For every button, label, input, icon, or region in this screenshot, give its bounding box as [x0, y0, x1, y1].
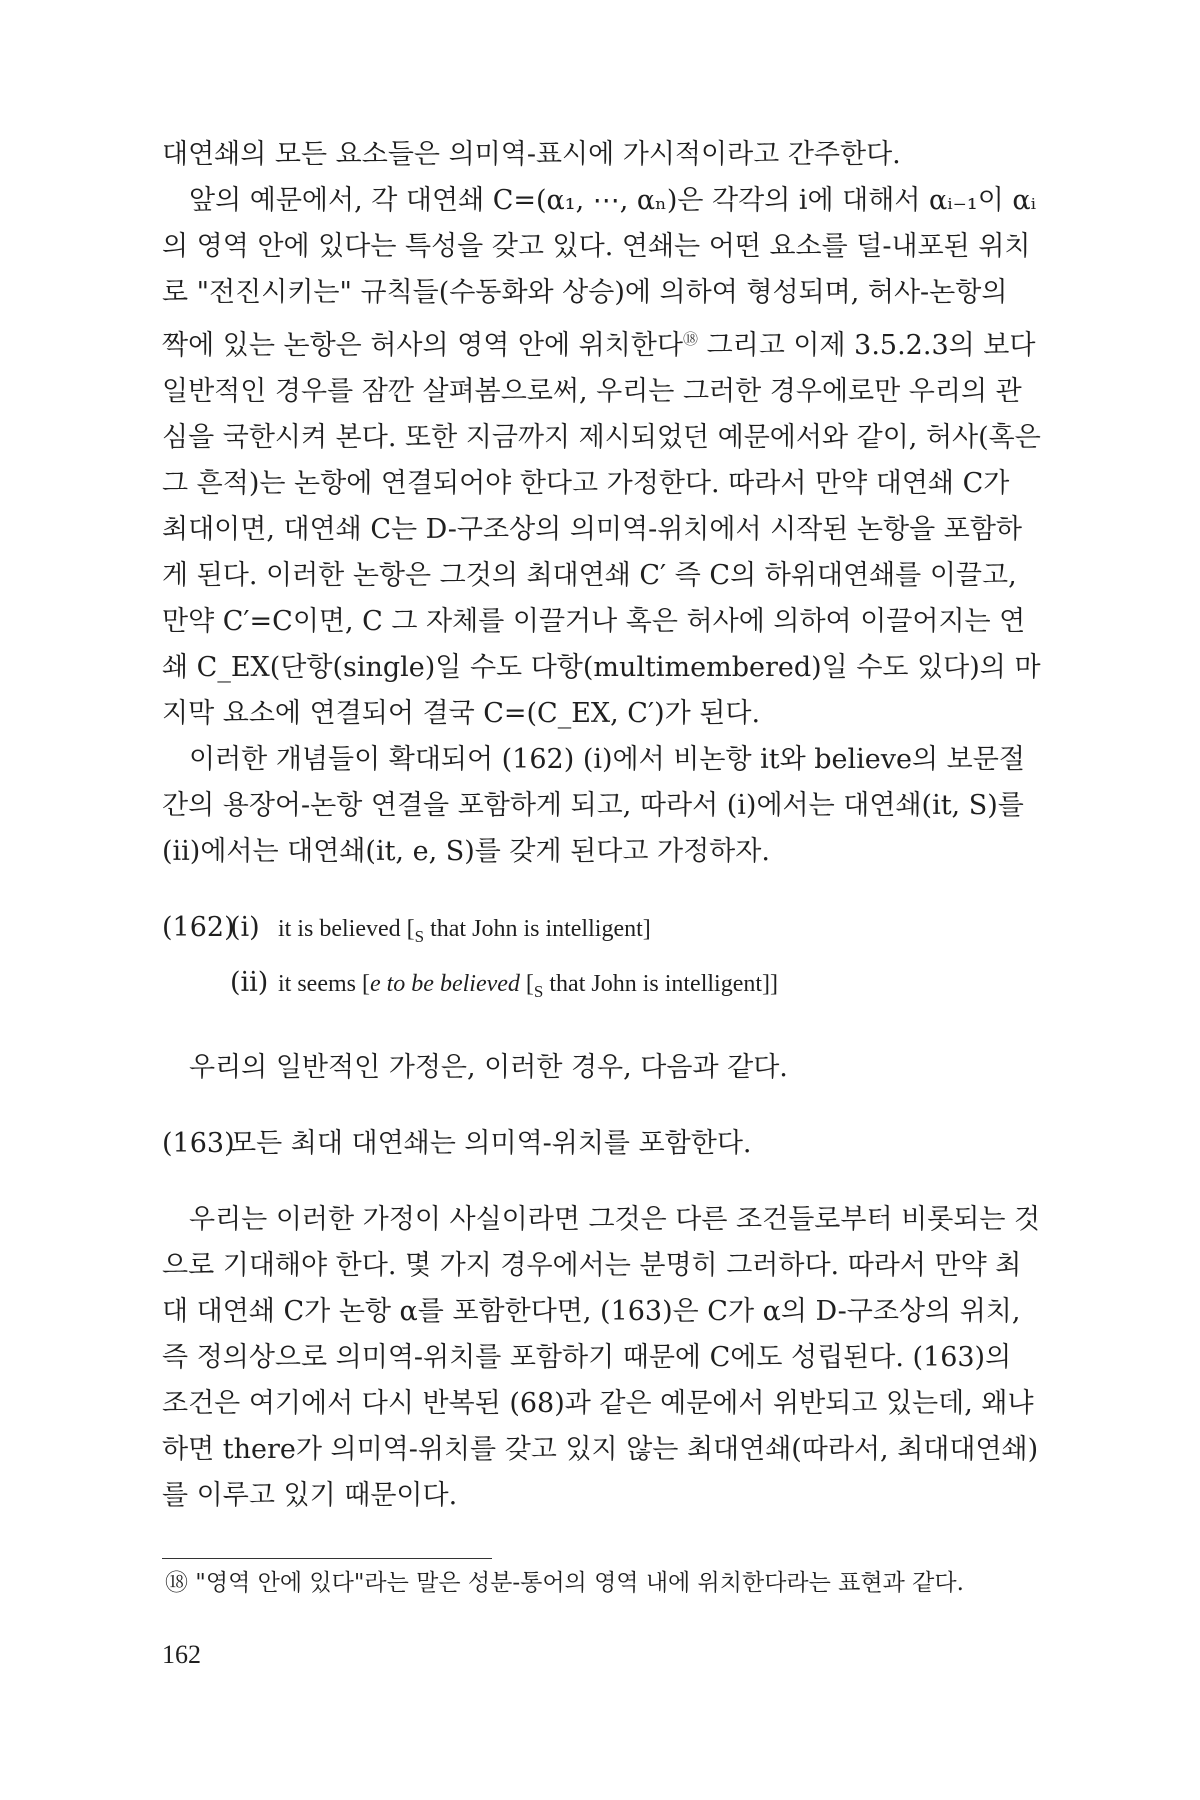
paragraph-3: 이러한 개념들이 확대되어 (162) (i)에서 비논항 it와 believe의 보문절간의 용장어-논항 연결을 포함하게 되고, 따라서 (i)에서는 대연쇄(it, S)를 (ii)에서는 대연쇄(it, e, S)를 갖게 된다고 가정하자. [162, 744, 1025, 867]
example-sub-label: (ii) [230, 966, 269, 998]
example-number: (163) [162, 1127, 235, 1159]
paragraph-1: 대연쇄의 모든 요소들은 의미역-표시에 가시적이라고 간주한다. [162, 139, 901, 170]
page-number: 162 [162, 1640, 201, 1669]
example-text: 모든 최대 대연쇄는 의미역-위치를 포함한다. [230, 1127, 752, 1159]
footnote [165, 1566, 1045, 1600]
example-sentence: it is believed [$_S$ that John is intelligent] [278, 916, 651, 946]
example-sentence: it seems [e to be believed [$_S$ that John is intelligent]] [278, 970, 779, 1001]
example-163 [162, 1121, 1042, 1167]
paragraph-4: 우리의 일반적인 가정은, 이러한 경우, 다음과 같다. [189, 1051, 788, 1083]
example-number: (162) [162, 912, 235, 943]
example-162-ii [162, 960, 1042, 1015]
example-162-i [162, 905, 1042, 960]
body-text [162, 132, 1042, 1519]
footnote-mark: ⑱ [165, 1570, 188, 1596]
paragraph-2: 앞의 예문에서, 각 대연쇄 C=(α₁, ⋯, αₙ)은 각각의 i에 대해서 αᵢ₋₁이 αᵢ의 영역 안에 있다는 특성을 갖고 있다. 연쇄는 어떤 요소를 덜-내포된 위치로 "전진시키는" 규칙들(수동화와 상승)에 의하여 형성되며, 허사-논항의 짝에 있는 논항은 허사의 영역 안에 위치한다⑱ 그리고 이제 3.5.2.3의 보다 일반적인 경우를 잠깐 살펴봄으로써, 우리는 그러한 경우에로만 우리의 관심을 국한시켜 본다. 또한 지금까지 제시되었던 예문에서와 같이, 허사(혹은 그 흔적)는 논항에 연결되어야 한다고 가정한다. 따라서 만약 대연쇄 C가 최대이면, 대연쇄 C는 D-구조상의 의미역-위치에서 시작된 논항을 포함하게 된다. 이러한 논항은 그것의 최대연쇄 C′ 즉 C의 하위대연쇄를 이끌고, 만약 C′=C이면, C 그 자체를 이끌거나 혹은 허사에 의하여 이끌어지는 연쇄 C_EX(단항(single)일 수도 다항(multimembered)일 수도 있다)의 마지막 요소에 연결되어 결국 C=(C_EX, C′)가 된다. [162, 185, 1041, 729]
footnote-divider [162, 1558, 492, 1559]
footnote-ref: ⑱ [682, 330, 698, 348]
footnote-text: "영역 안에 있다"라는 말은 성분-통어의 영역 내에 위치한다라는 표현과 같다. [188, 1570, 964, 1596]
paragraph-5: 우리는 이러한 가정이 사실이라면 그것은 다른 조건들로부터 비롯되는 것으로 기대해야 한다. 몇 가지 경우에서는 분명히 그러하다. 따라서 만약 최대 대연쇄 C가 논항 α를 포함한다면, (163)은 C가 α의 D-구조상의 위치, 즉 정의상으로 의미역-위치를 포함하기 때문에 C에도 성립된다. (163)의 조건은 여기에서 다시 반복된 (68)과 같은 예문에서 위반되고 있는데, 왜냐하면 there가 의미역-위치를 갖고 있지 않는 최대연쇄(따라서, 최대대연쇄)를 이루고 있기 때문이다. [162, 1203, 1041, 1511]
example-sub-label: (i) [230, 912, 260, 943]
